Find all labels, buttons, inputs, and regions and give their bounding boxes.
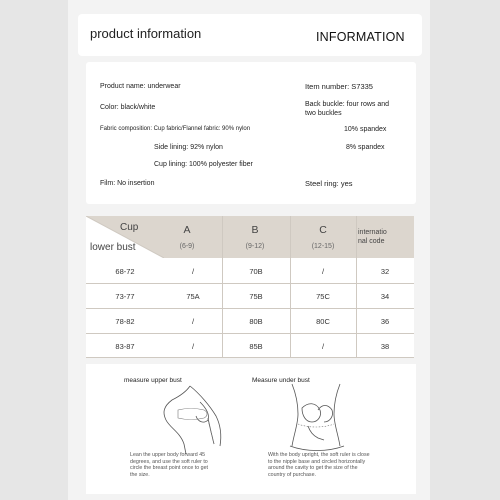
corner-lower-bust-label: lower bust: [90, 242, 136, 253]
film-info: Film: No insertion: [100, 180, 155, 187]
upper-desc-line: circle the breast point once to get: [130, 465, 209, 471]
intl-code-header: [358, 228, 410, 246]
col-a-range: (6-9): [179, 243, 195, 250]
lower-bust-cell: 83-87: [115, 342, 135, 351]
row-divider: [86, 357, 414, 358]
back-buckle-line1: Back buckle: four rows and: [305, 101, 390, 108]
row-divider: [86, 333, 414, 334]
header-right-title: INFORMATION: [316, 30, 405, 44]
fabric-composition: Fabric composition: Cup fabric/Flannel fabric: 90% nylon: [100, 126, 251, 132]
intl-code-cell: 34: [380, 292, 390, 301]
cup-b-cell: 75B: [249, 292, 263, 301]
cup-a-cell: 75A: [186, 292, 200, 301]
cup-a-cell: /: [191, 317, 195, 326]
under-desc-line: to the nipple base and circled horizontally: [268, 458, 366, 465]
col-divider: [222, 216, 223, 358]
spandex-10: 10% spandex: [344, 126, 387, 133]
intl-code-cell: 36: [380, 317, 390, 326]
lower-bust-cell: 73-77: [115, 292, 135, 301]
under-desc-line: With the body upright, the soft ruler is close: [268, 452, 370, 458]
cup-c-cell: 80C: [316, 317, 330, 326]
corner-cup-label: Cup: [120, 222, 139, 233]
col-b-header: B: [251, 224, 259, 236]
under-bust-illustration: [278, 382, 358, 454]
col-c-range: (12-15): [311, 243, 335, 250]
col-a-header: A: [183, 224, 191, 236]
under-bust-instructions: [268, 452, 416, 478]
under-bust-title: Measure under bust: [252, 377, 310, 384]
upper-bust-instructions: [130, 452, 248, 478]
col-divider: [290, 216, 291, 358]
intl-code-line2: nal code: [358, 238, 385, 245]
intl-code-cell: 38: [380, 342, 390, 351]
upper-bust-illustration: [150, 384, 240, 454]
cup-b-cell: 80B: [249, 317, 263, 326]
col-c-header: C: [319, 224, 327, 236]
lower-bust-cell: 78-82: [115, 317, 135, 326]
cup-a-cell: /: [191, 267, 195, 276]
upper-desc-line: degrees, and use the soft ruler to: [130, 458, 208, 465]
item-number: Item number: S7335: [305, 82, 373, 91]
col-b-range: (9-12): [245, 243, 265, 250]
cup-b-cell: 70B: [249, 267, 263, 276]
cup-lining: Cup lining: 100% polyester fiber: [154, 161, 253, 168]
side-lining: Side lining: 92% nylon: [154, 144, 223, 151]
under-desc-line: country of purchase.: [268, 471, 316, 478]
under-desc-line: around the cavity to get the size of the: [268, 465, 358, 471]
upper-bust-title: measure upper bust: [124, 377, 182, 384]
header-left-title: product information: [90, 26, 202, 41]
row-divider: [86, 308, 414, 309]
cup-a-cell: /: [191, 342, 195, 351]
upper-desc-line: Lean the upper body forward 45: [130, 452, 206, 458]
row-divider: [86, 283, 414, 284]
product-name: Product name: underwear: [100, 83, 181, 90]
color-info: Color: black/white: [100, 104, 156, 111]
steel-ring: Steel ring: yes: [305, 179, 353, 188]
spandex-8: 8% spandex: [346, 144, 385, 151]
cup-b-cell: 85B: [249, 342, 263, 351]
col-divider: [356, 216, 357, 358]
lower-bust-cell: 68-72: [115, 267, 135, 276]
back-buckle-line2: two buckles: [305, 110, 342, 117]
upper-desc-line: the size.: [130, 471, 150, 478]
cup-c-cell: 75C: [316, 292, 330, 301]
intl-code-line1: internatio: [358, 229, 387, 236]
cup-c-cell: /: [321, 267, 325, 276]
intl-code-cell: 32: [380, 267, 390, 276]
cup-c-cell: /: [321, 342, 325, 351]
